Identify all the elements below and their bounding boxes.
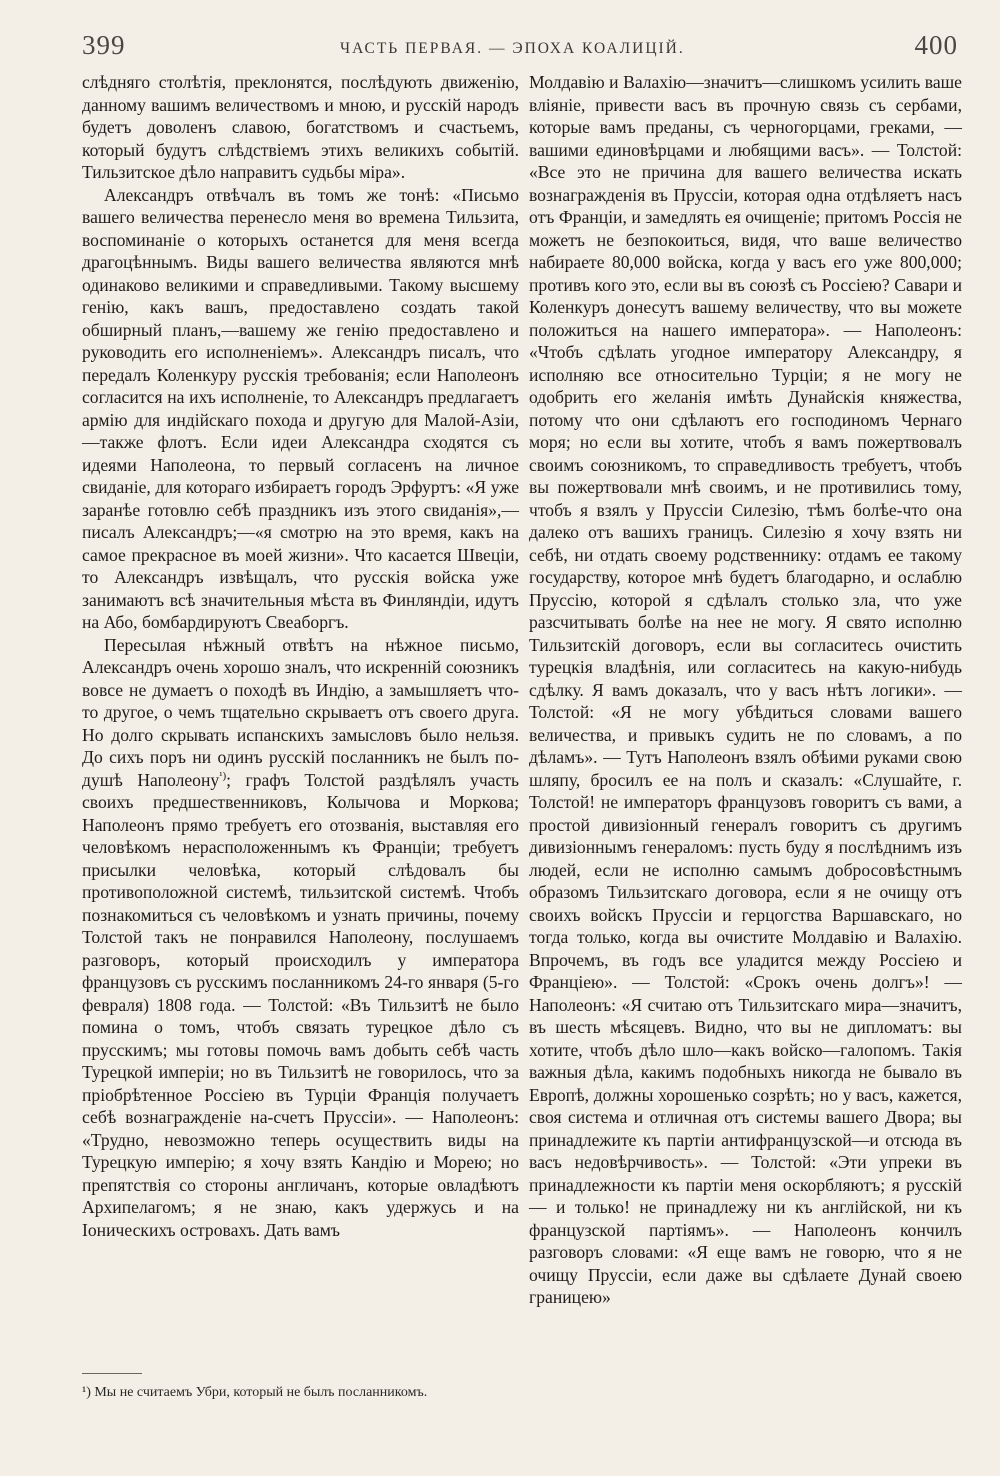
left-paragraph-3-rest: ; графъ Толстой раздѣлялъ участь своихъ предшественниковъ, Колычова и Моркова; Наполеонъ прямо требуетъ его отозванія, выставляя его человѣкомъ нерасположеннымъ къ Франціи; требуетъ присылки человѣка, который слѣдовалъ бы противоположной системѣ, тильзитской системѣ. Чтобъ познакомиться съ человѣкомъ и узнать причины, почему Толстой такъ не понравился Наполеону, послушаемъ разговоръ, который происходилъ у императора французовъ съ русскимъ посланникомъ 24-го января (5-го февраля) 1808 года. — Толстой: «Въ Тильзитѣ не было помина о томъ, чтобъ связать турецкое дѣло съ прусскимъ; мы готовы помочь вамъ добыть себѣ часть Турецкой имперіи; но въ Тильзитѣ не говорилось, что за пріобрѣтенное Россіею въ Турціи Франція получаетъ себѣ вознагражденіе на-счетъ Пруссіи». — Наполеонъ: «Трудно, невозможно теперь осуществить виды на Турецкую имперію; я хочу взять Кандію и Морею; но препятствія со стороны англичанъ, которые овладѣютъ Архипелагомъ; я не знаю, какъ удержусь и на Іоническихъ островахъ. Дать вамъ [82,769,520,1240]
left-paragraph-3 [82,634,519,1242]
page-number-left: 399 [82,30,126,60]
left-column [82,71,519,1241]
page-number-right: 400 [914,30,958,60]
footnote-rule [82,1373,142,1374]
running-head: ЧАСТЬ ПЕРВАЯ. — ЭПОХА КОАЛИЦІЙ. [340,40,685,57]
left-paragraph-2: Александръ отвѣчалъ въ томъ же тонѣ: «Письмо вашего величества перенесло меня во времена Тильзита, воспоминаніе о которыхъ останется для меня всегда драгоцѣннымъ. Виды вашего величества являются мнѣ одинаково великими и справедливыми. Такому высшему генію, какъ вашъ, предоставлено создать такой обширный планъ,—вашему же генію предоставлено и руководить его исполненіемъ». Александръ писалъ, что передалъ Коленкуру русскія требованія; если Наполеонъ согласится на ихъ исполненіе, то Александръ предлагаетъ армію для индійскаго похода и другую для Малой-Азіи,—также флотъ. Если идеи Александра сходятся съ идеями Наполеона, то первый согласенъ на личное свиданіе, для котораго избираетъ городъ Эрфуртъ: «Я уже заранѣе готовлю себѣ праздникъ изъ этого свиданія»,—писалъ Александръ;—«я смотрю на это время, какъ на самое прекрасное въ моей жизни». Что касается Швеціи, то Александръ извѣщалъ, что русскія войска уже занимаютъ всѣ значительныя мѣста въ Финляндіи, идутъ на Або, бомбардируютъ Свеаборгъ. [82,184,519,632]
footnote-marker: ¹) [219,769,227,782]
footnote: ¹) Мы не считаемъ Убри, который не былъ посланникомъ. [82,1385,428,1400]
right-column [529,71,962,1309]
right-paragraph-1: Молдавію и Валахію—значитъ—слишкомъ усилить ваше вліяніе, привести васъ въ прочную связь съ сербами, которые вамъ преданы, съ черногорцами, греками, — вашими единовѣрцами и любящими васъ». — Толстой: «Все это не причина для вашего величества искать вознагражденія въ Пруссіи, которая одна отдѣляетъ насъ отъ Франціи, и замедлять ея очищеніе; притомъ Россія не можетъ не безпокоиться, видя, что ваше величество набираете 80,000 войска, когда у васъ его уже 800,000; противъ кого это, если вы въ союзѣ съ Россіею? Савари и Коленкуръ донесутъ вашему величеству, что вы можете положиться на нашего императора». — Наполеонъ: «Чтобъ сдѣлать угодное императору Александру, я исполняю все относительно Турціи; я не могу не одобрить его желанія имѣть Дунайскія княжества, потому что они сдѣлаютъ его господиномъ Чернаго моря; но если вы хотите, чтобъ я вамъ пожертвовалъ своимъ союзникомъ, то справедливость требуетъ, чтобъ вы пожертвовали мнѣ своимъ, и не противились тому, чтобъ я взялъ у Пруссіи Силезію, тѣмъ болѣе-что она далеко отъ вашихъ границъ. Силезію я хочу взять ни себѣ, ни отдать своему родственнику: отдамъ ее такому государству, которое мнѣ будетъ благодарно, и ослаблю Пруссію, которой я сдѣлалъ столько зла, что уже разсчитывать болѣе на нее не могу. Я свято исполню Тильзитскій договоръ, если вы согласитесь очистить турецкія владѣнія, или согласитесь на какую-нибудь сдѣлку. Я вамъ доказалъ, что у васъ нѣтъ логики». — Толстой: «Я не могу убѣдиться словами вашего величества, и привыкъ судить не по словамъ, а по дѣламъ». — Тутъ Наполеонъ взялъ обѣими руками свою шляпу, бросилъ ее на полъ и сказалъ: «Слушайте, г. Толстой! не императоръ французовъ говоритъ съ вами, а простой дивизіонный генералъ говоритъ съ другимъ дивизіоннымъ генераломъ: пусть буду я послѣднимъ изъ людей, если не исполню самымъ добросовѣстнымъ образомъ Тильзитскаго договора, если я не очищу отъ своихъ войскъ Пруссіи и герцогства Варшавскаго, но тогда только, когда вы очистите Молдавію и Валахію. Впрочемъ, въ годъ все уладится между Россіею и Франціею». — Толстой: «Срокъ очень долгъ»! — Наполеонъ: «Я считаю отъ Тильзитскаго мира—значитъ, въ шесть мѣсяцевъ. Видно, что вы не дипломатъ: вы хотите, чтобъ дѣло шло—какъ войско—галопомъ. Такія важныя дѣла, какимъ подобныхъ никогда не бывало въ Европѣ, должны хорошенько созрѣть; но у васъ, кажется, своя система и отличная отъ системы вашего Двора; вы принадлежите къ партіи антифранцузской—и отсюда въ васъ недовѣрчивость». — Толстой: «Эти упреки въ принадлежности къ партіи меня оскорбляютъ; я русскій — и только! не принадлежу ни къ англійской, ни къ французской партіямъ». — Наполеонъ кончилъ разговоръ словами: «Я еще вамъ не говорю, что я не очищу Пруссіи, если даже вы сдѣлаете Дунай своею границею» [529,72,962,1307]
left-paragraph-1: слѣдняго столѣтія, преклонятся, послѣдують движенію, данному вашимъ величествомъ и мною, и русскій народъ будетъ доволенъ славою, богатствомъ и счастьемъ, который будутъ слѣдствіемъ этихъ великихъ событій. Тильзитское дѣло направитъ судьбы міра». [82,72,519,182]
left-paragraph-3-start: Пересылая нѣжный отвѣтъ на нѣжное письмо, Александръ очень хорошо зналъ, что искренній союзникъ вовсе не думаетъ о походѣ въ Индію, а замышляетъ что-то другое, о чемъ тщательно скрываетъ отъ своего друга. Но долго скрывать испанскихъ замысловъ было нельзя. До сихъ поръ ни одинъ русскій посланникъ не былъ по-душѣ Наполеону [82,634,519,790]
